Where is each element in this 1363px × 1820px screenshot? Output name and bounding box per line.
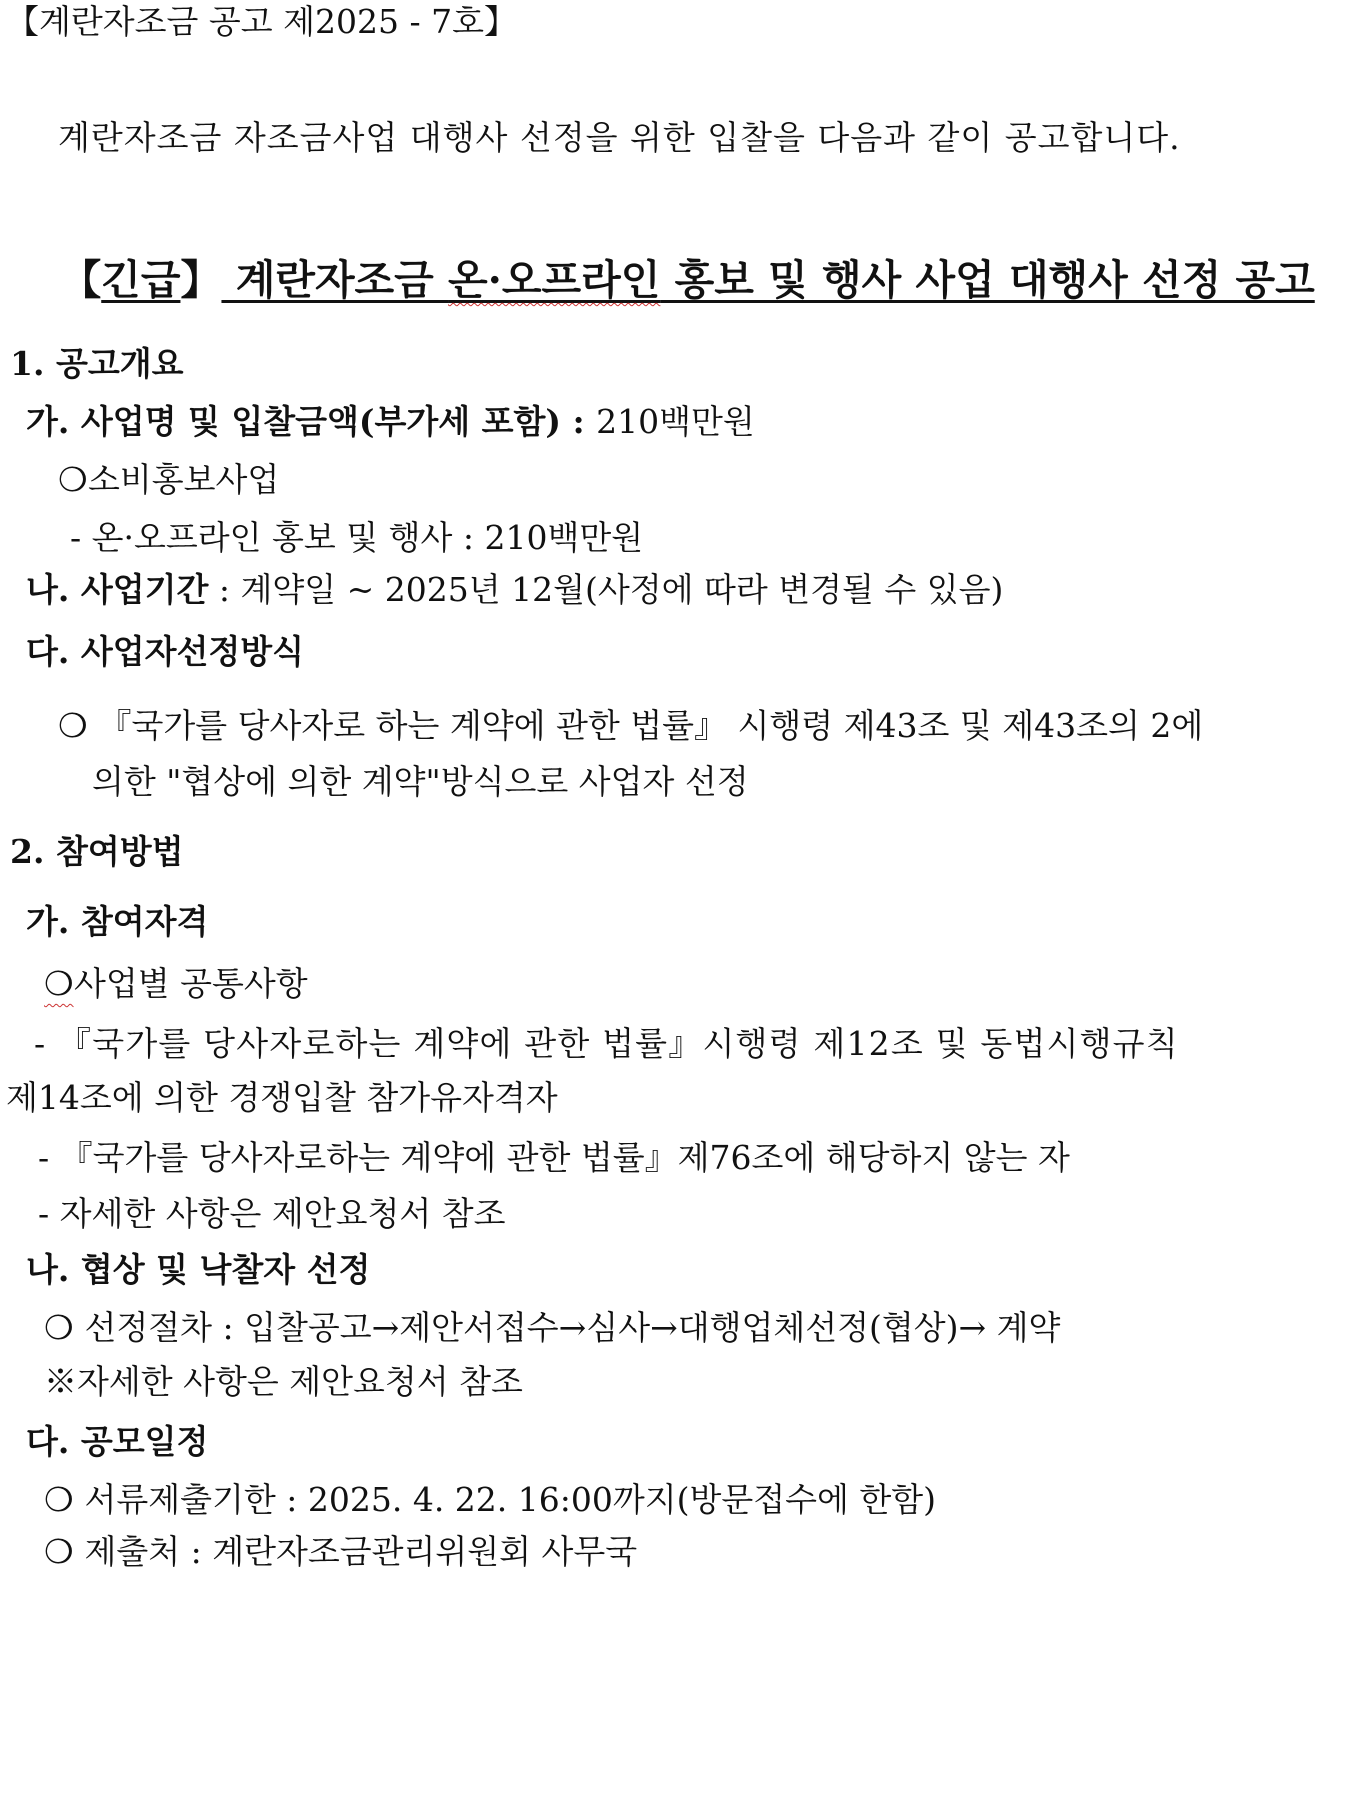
section-1c-item-line1 (58, 704, 1203, 748)
section-2c-item2-text: 제출처 : 계란자조금관리위원회 사무국 (84, 1532, 638, 1571)
section-2b-label: 나. 협상 및 낙찰자 선정 (26, 1250, 371, 1289)
section-1c-label: 다. 사업자선정방식 (26, 632, 305, 671)
title-urgent-tag: 긴급 (101, 256, 181, 304)
bullet-icon: ❍ (44, 1532, 74, 1571)
section-2b-note: ※자세한 사항은 제안요청서 참조 (44, 1362, 523, 1401)
bullet-icon: ❍ (44, 1480, 74, 1519)
notice-title (40, 252, 1335, 308)
section-2a-item (44, 962, 308, 1006)
section-1b-line (26, 568, 1003, 612)
title-part2: 홍보 및 행사 사업 대행사 선정 공고 (660, 256, 1315, 304)
title-online-word: 온·오프라인 (448, 256, 661, 304)
section-2b-item (44, 1306, 1060, 1350)
title-open-bracket: 【 (60, 256, 102, 304)
section-2a-sub1-line2: 제14조에 의한 경쟁입찰 참가유자격자 (6, 1078, 558, 1117)
section-1a-label: 가. 사업명 및 입찰금액(부가세 포함) : (26, 402, 597, 441)
section-2b-item-text: 선정절차 : 입찰공고→제안서접수→심사→대행업체선정(협상)→ 계약 (84, 1308, 1061, 1347)
section-1b-label: 나. 사업기간 (26, 570, 209, 609)
title-close-bracket: 】 (180, 256, 222, 304)
title-part1: 계란자조금 (221, 256, 449, 304)
section-2a-sub1-line1: - 『국가를 당사자로하는 계약에 관한 법률』시행령 제12조 및 동법시행규칙 (34, 1024, 1179, 1063)
section-1c-item-text: 『국가를 당사자로 하는 계약에 관한 법률』 시행령 제43조 및 제43조의 2에 (98, 706, 1204, 745)
section-1a-amount: 210백만원 (596, 402, 755, 441)
section-2c-item1-text: 서류제출기한 : 2025. 4. 22. 16:00까지(방문접수에 한함) (84, 1480, 937, 1519)
section-1a-line (26, 400, 755, 444)
bullet-icon: ❍ (58, 460, 88, 499)
section-2c-item2 (44, 1530, 637, 1574)
bullet-icon: ❍ (58, 706, 88, 745)
section-2c-item1 (44, 1478, 936, 1522)
bullet-icon: ❍ (44, 964, 74, 1003)
section-1a-item-text: 소비홍보사업 (88, 460, 280, 499)
section-2-heading: 2. 참여방법 (10, 832, 184, 871)
intro-paragraph: 계란자조금 자조금사업 대행사 선정을 위한 입찰을 다음과 같이 공고합니다. (58, 118, 1181, 157)
section-1b-value: : 계약일 ~ 2025년 12월(사정에 따라 변경될 수 있음) (208, 570, 1004, 609)
section-2a-label: 가. 참여자격 (26, 902, 209, 941)
section-1-heading: 1. 공고개요 (10, 344, 184, 383)
section-1a-subitem: - 온·오프라인 홍보 및 행사 : 210백만원 (70, 518, 644, 557)
bullet-icon: ❍ (44, 1308, 74, 1347)
section-2a-sub3: - 자세한 사항은 제안요청서 참조 (38, 1194, 506, 1233)
section-1a-item (58, 458, 279, 502)
notice-number-header: 【계란자조금 공고 제2025 - 7호】 (6, 2, 517, 41)
section-2a-sub2: - 『국가를 당사자로하는 계약에 관한 법률』제76조에 해당하지 않는 자 (38, 1138, 1070, 1177)
section-2a-item-text: 사업별 공통사항 (74, 964, 308, 1003)
section-1c-item-line2: 의한 "협상에 의한 계약"방식으로 사업자 선정 (92, 762, 749, 801)
section-2c-label: 다. 공모일정 (26, 1422, 209, 1461)
